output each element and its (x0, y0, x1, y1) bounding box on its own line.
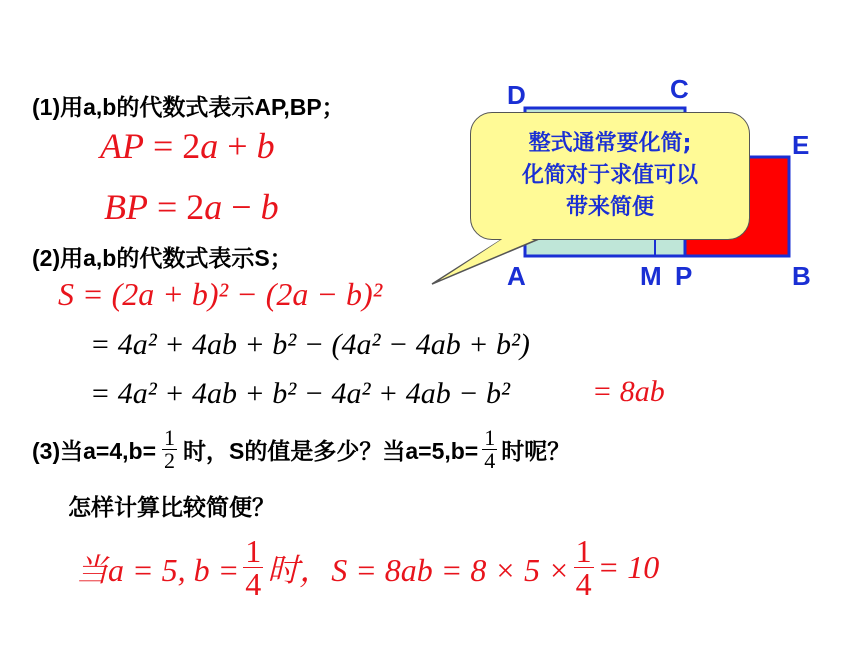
label-A: A (507, 261, 526, 291)
label-B: B (792, 261, 811, 291)
expansion-line-1: = 4a² + 4ab + b² − (4a² − 4ab + b²) (90, 328, 530, 361)
question-2: (2)用a,b的代数式表示S； (32, 245, 293, 271)
answer-fraction-2: $\frac{1}{4}$ (575, 533, 592, 602)
question-1: (1)用a,b的代数式表示AP,BP； (32, 94, 345, 120)
label-C: C (670, 74, 689, 104)
answer-fraction-1: $\frac{1}{4}$ (245, 533, 262, 602)
callout-line-1: 整式通常要化简; (528, 131, 692, 156)
fraction-one-half: $\frac{1}{2}$ (164, 425, 175, 473)
answer-text-b: 时，S = 8ab = 8 × 5 × (267, 551, 570, 588)
question-3-text-a: (3)当a=4,b= (32, 438, 156, 464)
callout-line-3: 带来简便 (565, 195, 654, 220)
s-equation: S = (2a + b)² − (2a − b)² (58, 276, 383, 312)
question-3-text-c: 时呢？ (501, 438, 571, 464)
bp-equation: BP = 2a − b (104, 187, 279, 227)
label-P: P (675, 261, 693, 291)
ap-equation: AP = 2a + b (100, 126, 275, 166)
answer-text-c: = 10 (597, 549, 660, 585)
question-3-text-b: 时，S的值是多少？当a=5,b= (183, 438, 479, 464)
label-D: D (507, 80, 526, 110)
result-8ab: = 8ab (592, 375, 665, 408)
label-E: E (792, 130, 810, 160)
answer-text-a: 当a = 5, b = (76, 551, 240, 588)
expansion-line-2: = 4a² + 4ab + b² − 4a² + 4ab − b² (90, 377, 510, 410)
fraction-one-quarter: $\frac{1}{4}$ (484, 425, 496, 473)
label-M: M (640, 261, 662, 291)
question-3-line-2: 怎样计算比较简便？ (68, 494, 275, 520)
callout-line-2: 化简对于求值可以 (521, 163, 698, 188)
